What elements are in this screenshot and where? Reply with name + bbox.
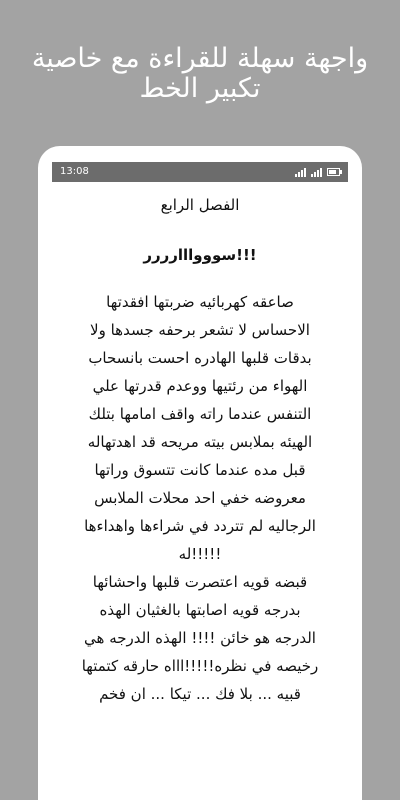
- text-line: صاعقه كهربائيه ضربتها افقدتها: [106, 293, 294, 311]
- signal-icon: [295, 168, 306, 177]
- text-line: رخيصه في نظره!!!!!اااه حارقه كتمتها: [81, 657, 319, 675]
- text-line: الهيئه بملابس بيته مريحه قد اهدتهاله: [87, 433, 313, 451]
- text-line: الرجاليه لم تتردد في شراءها واهداءها: [84, 517, 316, 535]
- phone-frame: [38, 146, 362, 800]
- text-line: قبل مده عندما كانت تتسوق وراتها: [94, 461, 306, 479]
- promo-heading: واجهة سهلة للقراءة مع خاصية تكبير الخط: [31, 43, 369, 104]
- text-line: قبيه ... بلا فك ... تيكا ... ان فخم: [99, 685, 301, 703]
- status-bar: [52, 162, 348, 182]
- battery-icon: [327, 168, 340, 176]
- status-icons: [295, 162, 340, 182]
- text-line: الدرجه هو خائن !!!! الهذه الدرجه هي: [84, 629, 316, 647]
- signal-icon: [311, 168, 322, 177]
- text-line: بدرجه قويه اصابتها بالغثيان الهذه: [99, 601, 301, 619]
- chapter-body: [54, 288, 346, 708]
- text-line: معروضه خفي احد محلات الملابس: [94, 489, 306, 507]
- text-line: قبضه قويه اعتصرت قلبها واحشائها: [92, 573, 308, 591]
- text-line: الاحساس لا تشعر برحفه جسدها ولا: [90, 321, 310, 339]
- chapter-exclamation: !!!سوووااارررر: [143, 246, 257, 264]
- text-line: بدقات قلبها الهادره احست بانسحاب: [88, 349, 312, 367]
- text-line: !!!!!له: [178, 545, 222, 563]
- text-line: الهواء من رئتيها ووعدم قدرتها علي: [92, 377, 308, 395]
- status-time: 13:08: [60, 166, 89, 177]
- reader-content[interactable]: [54, 190, 346, 708]
- chapter-title: الفصل الرابع: [160, 196, 240, 214]
- text-line: التنفس عندما راته واقف امامها بتلك: [88, 405, 312, 423]
